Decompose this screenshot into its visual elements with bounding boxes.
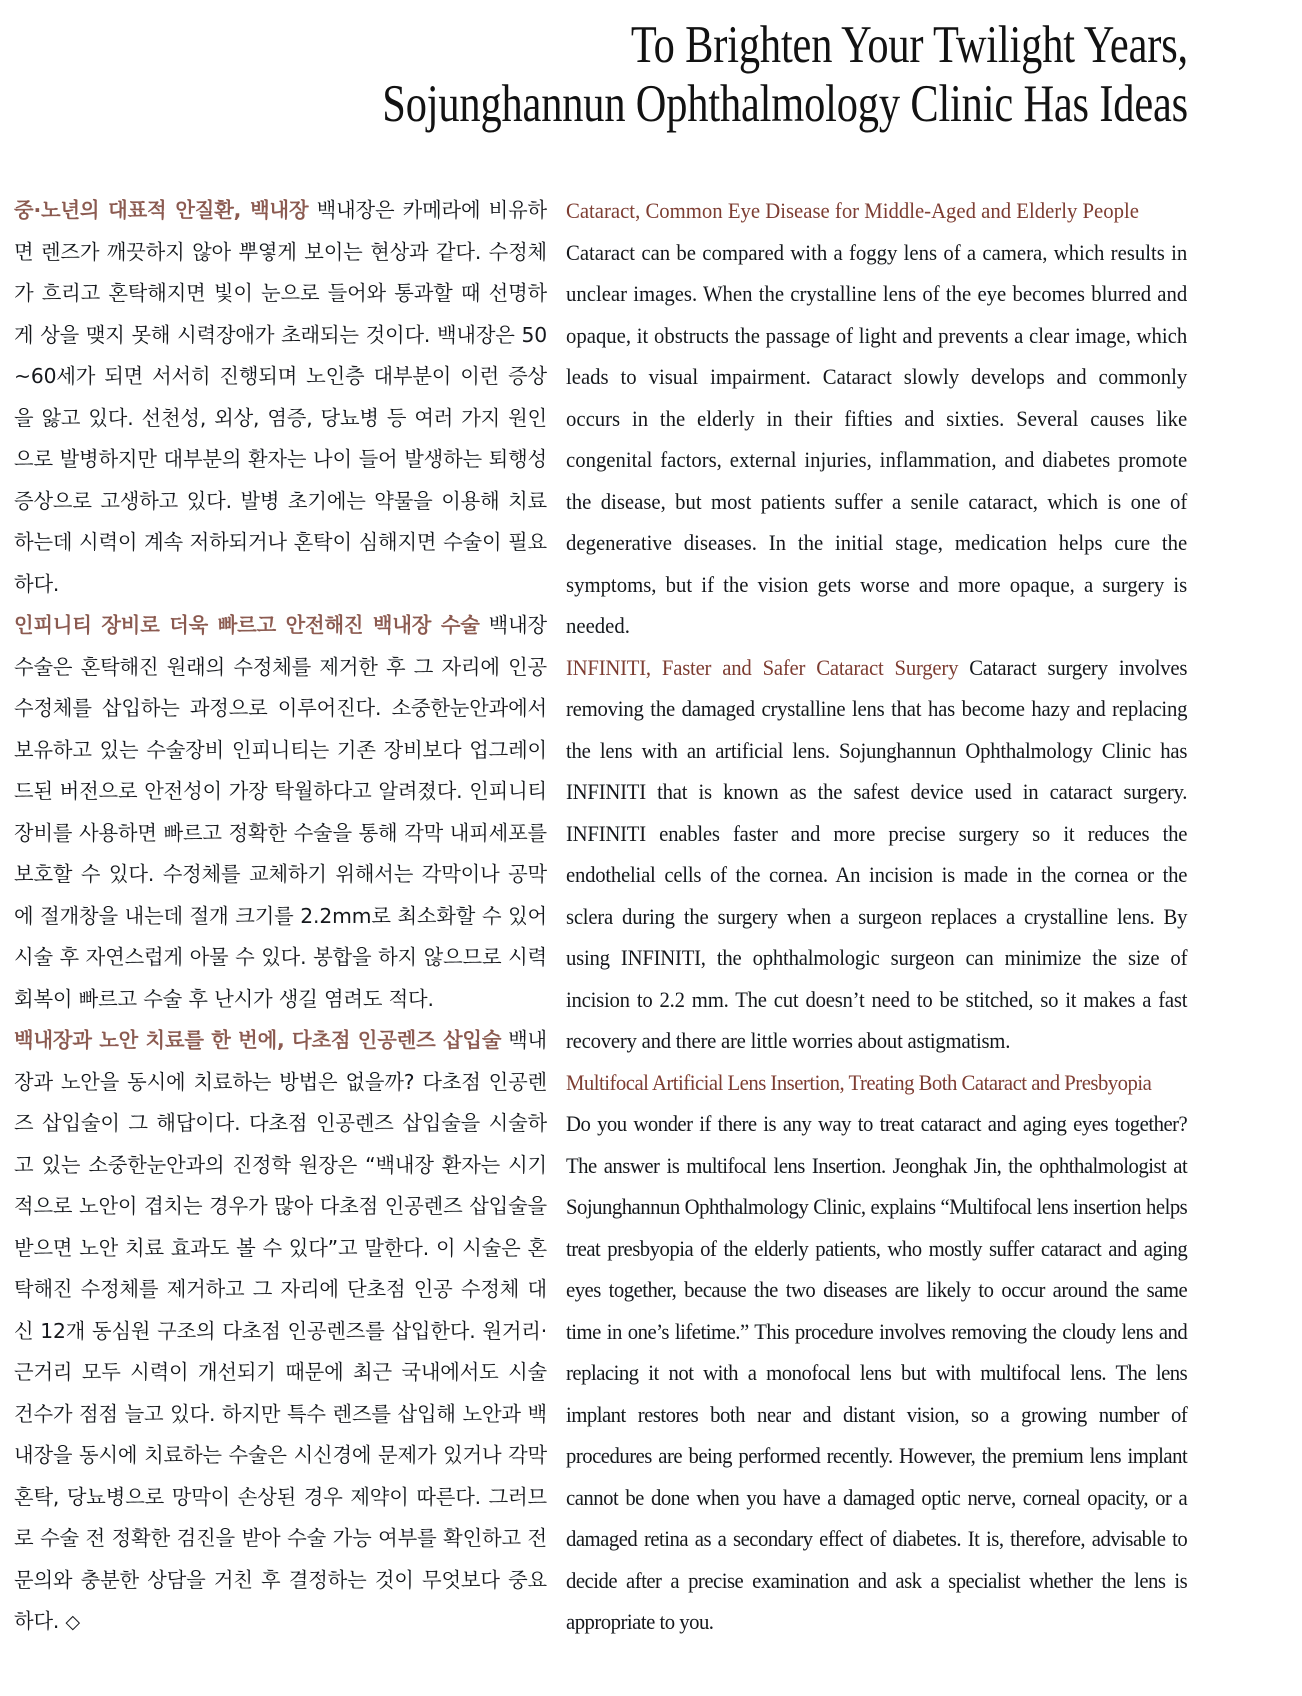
english-section-3-heading: Multifocal Artificial Lens Insertion, Treating Both Cataract and Presbyopia bbox=[566, 1069, 1152, 1095]
korean-section-1-heading: 중·노년의 대표적 안질환, 백내장 bbox=[14, 198, 309, 222]
korean-section-3 bbox=[14, 1020, 547, 1644]
english-column bbox=[566, 190, 1188, 1643]
korean-section-2-body: 백내장 수술은 혼탁해진 원래의 수정체를 제거한 후 그 자리에 인공 수정체를 삽입하는 과정으로 이루어진다. 소중한눈안과에서 보유하고 있는 수술장비 인피니티는 기존 장비보다 업그레이드된 버전으로 안전성이 가장 탁월하다고 알려졌다. 인피니티 장비를 사용하면 빠르고 정확한 수술을 통해 각막 내피세포를 보호할 수 있다. 수정체를 교체하기 위해서는 각막이나 공막에 절개창을 내는데 절개 크기를 2.2mm로 최소화할 수 있어 시술 후 자연스럽게 아물 수 있다. 봉합을 하지 않으므로 시력회복이 빠르고 수술 후 난시가 생길 염려도 적다. bbox=[14, 613, 548, 1011]
korean-section-3-body: 백내장과 노안을 동시에 치료하는 방법은 없을까? 다초점 인공렌즈 삽입술이 그 해답이다. 다초점 인공렌즈 삽입술을 시술하고 있는 소중한눈안과의 진정학 원장은 “백내장 환자는 시기적으로 노안이 겹치는 경우가 많아 다초점 인공렌즈 삽입술을 받으면 노안 치료 효과도 볼 수 있다”고 말한다. 이 시술은 혼탁해진 수정체를 제거하고 그 자리에 단초점 인공 수정체 대신 12개 동심원 구조의 다초점 인공렌즈를 삽입한다. 원거리·근거리 모두 시력이 개선되기 때문에 최근 국내에서도 시술 건수가 점점 늘고 있다. 하지만 특수 렌즈를 삽입해 노안과 백내장을 동시에 치료하는 수술은 시신경에 문제가 있거나 각막 혼탁, 당뇨병으로 망막이 손상된 경우 제약이 따른다. 그러므로 수술 전 정확한 검진을 받아 수술 가능 여부를 확인하고 전문의와 충분한 상담을 거친 후 결정하는 것이 무엇보다 중요하다. bbox=[14, 1028, 547, 1633]
headline-line-2: Sojunghannun Ophthalmology Clinic Has Ideas bbox=[382, 75, 1188, 134]
english-section-2-body: Cataract surgery involves removing the damaged crystalline lens that has become hazy and replacing the lens with an artificial lens. Sojunghannun Ophthalmology Clinic has INFINITI that is known as the safest device used in cataract surgery. INFINITI enables faster and more precise surgery so it reduces the endothelial cells of the cornea. An incision is made in the cornea or the sclera during the surgery when a surgeon replaces a crystalline lens. By using INFINITI, the ophthalmologic surgeon can minimize the size of incision to 2.2 mm. The cut doesn’t need to be stitched, so it makes a fast recovery and there are little worries about astigmatism. bbox=[566, 654, 1188, 1053]
english-section-2-heading: INFINITI, Faster and Safer Cataract Surgery bbox=[566, 654, 959, 680]
english-section-1 bbox=[566, 190, 1187, 647]
english-section-2 bbox=[566, 647, 1187, 1062]
headline-line-1: To Brighten Your Twilight Years, bbox=[630, 16, 1188, 74]
end-of-article-mark: ◇ bbox=[65, 1611, 80, 1633]
korean-section-3-heading: 백내장과 노안 치료를 한 번에, 다초점 인공렌즈 삽입술 bbox=[14, 1028, 502, 1052]
english-section-1-body: Cataract can be compared with a foggy lens of a camera, which results in unclear images. When the crystalline lens of the eye becomes blurred and opaque, it obstructs the passage of light and prevents a clear image, which leads to visual impairment. Cataract slowly develops and commonly occurs in the elderly in their fifties and sixties. Several causes like congenital factors, external injuries, inflammation, and diabetes promote the disease, but most patients suffer a senile cataract, which is one of degenerative diseases. In the initial stage, medication helps cure the symptoms, but if the vision gets worse and more opaque, a surgery is needed. bbox=[566, 239, 1188, 638]
korean-section-1 bbox=[14, 190, 547, 605]
korean-section-2-heading: 인피니티 장비로 더욱 빠르고 안전해진 백내장 수술 bbox=[14, 613, 480, 637]
korean-column bbox=[14, 190, 547, 1644]
article-headline bbox=[334, 16, 1188, 135]
korean-section-2 bbox=[14, 605, 547, 1020]
korean-section-1-body: 백내장은 카메라에 비유하면 렌즈가 깨끗하지 않아 뿌옇게 보이는 현상과 같다. 수정체가 흐리고 혼탁해지면 빛이 눈으로 들어와 통과할 때 선명하게 상을 맺지 못해 시력장애가 초래되는 것이다. 백내장은 50~60세가 되면 서서히 진행되며 노인층 대부분이 이런 증상을 앓고 있다. 선천성, 외상, 염증, 당뇨병 등 여러 가지 원인으로 발병하지만 대부분의 환자는 나이 들어 발생하는 퇴행성 증상으로 고생하고 있다. 발병 초기에는 약물을 이용해 치료하는데 시력이 계속 저하되거나 혼탁이 심해지면 수술이 필요하다. bbox=[14, 198, 547, 596]
english-section-1-heading: Cataract, Common Eye Disease for Middle-Aged and Elderly People bbox=[566, 198, 1139, 223]
english-section-3-body: Do you wonder if there is any way to treat cataract and aging eyes together? The answer is multifocal lens Insertion. Jeonghak Jin, the ophthalmologist at Sojunghannun Ophthalmology Clinic, explains “Multifocal lens insertion helps treat presbyopia of the elderly patients, who mostly suffer cataract and aging eyes together, because the two diseases are likely to occur around the same time in one’s lifetime.” This procedure involves removing the cloudy lens and replacing it not with a monofocal lens but with multifocal lens. The lens implant restores both near and distant vision, so a growing number of procedures are being performed recently. However, the premium lens implant cannot be done when you have a damaged optic nerve, corneal opacity, or a damaged retina as a secondary effect of diabetes. It is, therefore, advisable to decide after a precise examination and ask a specialist whether the lens is appropriate to you. bbox=[566, 1111, 1188, 1634]
english-section-3 bbox=[566, 1062, 1187, 1643]
